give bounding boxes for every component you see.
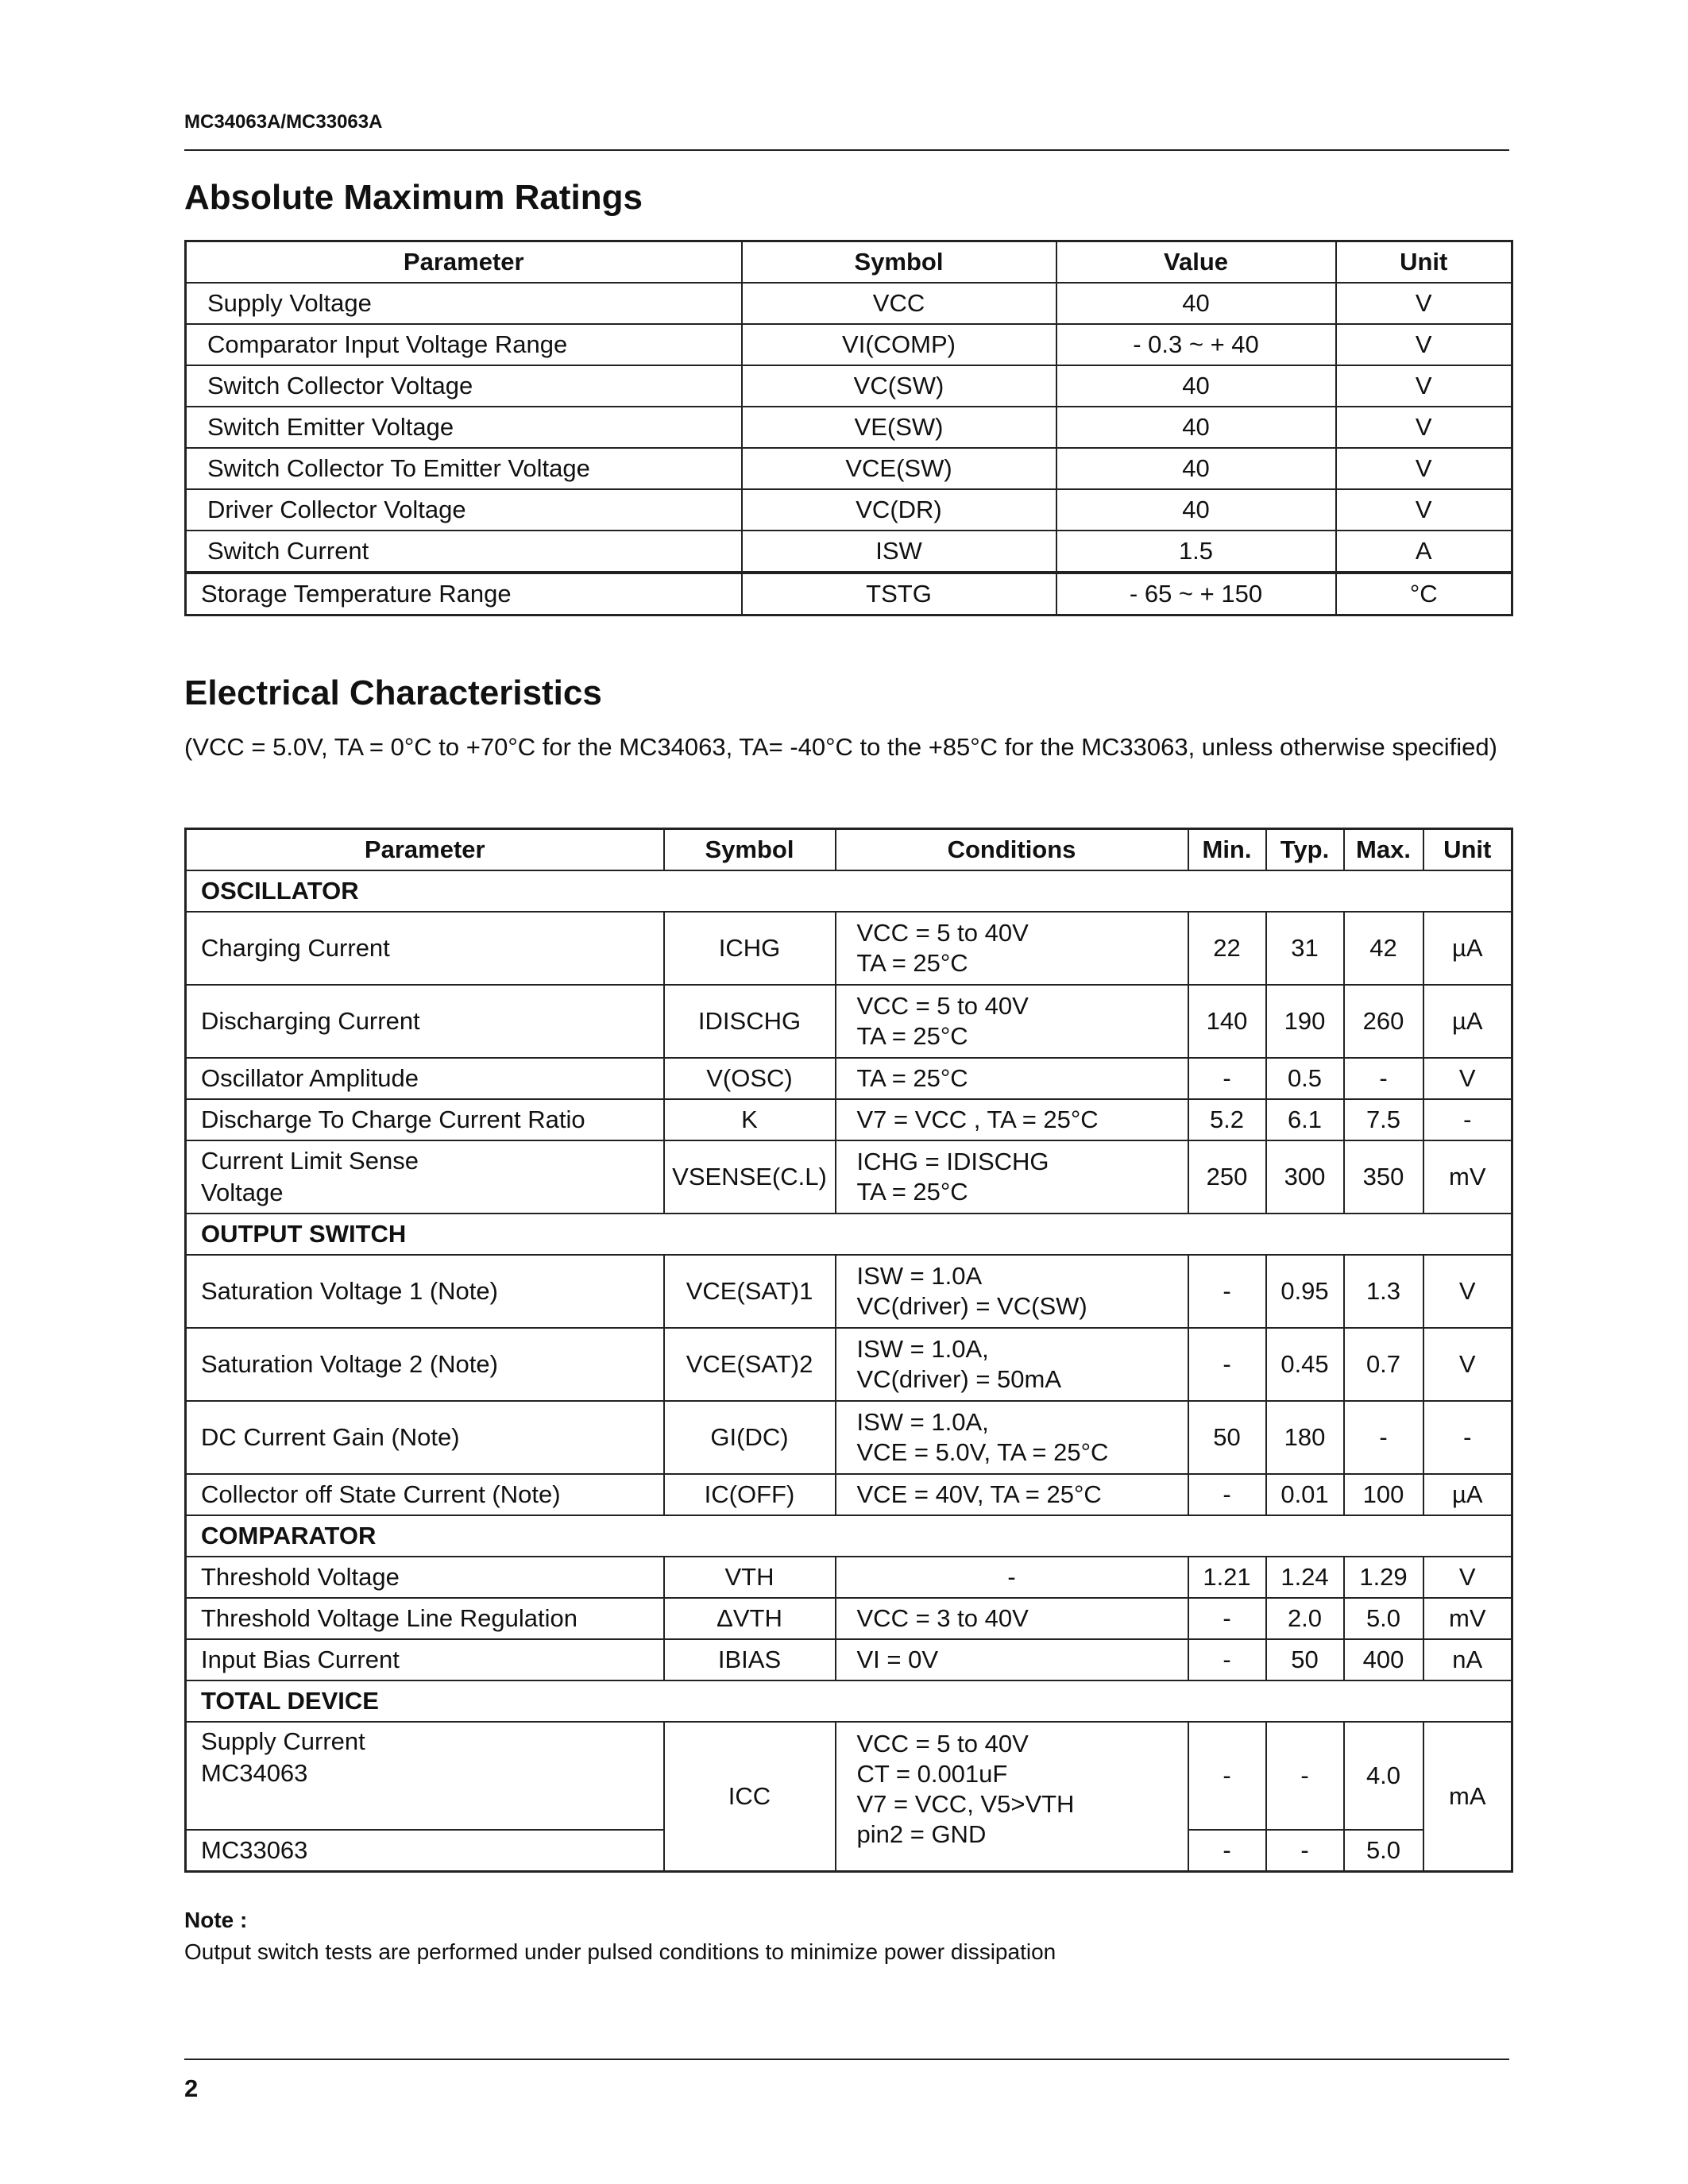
ec-condition-line: VC(driver) = VC(SW) bbox=[856, 1292, 1087, 1320]
ec-conditions: TA = 25°C bbox=[836, 1058, 1188, 1099]
amr-parameter: Storage Temperature Range bbox=[186, 573, 742, 615]
amr-symbol: VI(COMP) bbox=[742, 324, 1056, 365]
amr-unit: V bbox=[1336, 448, 1512, 489]
ec-col-header: Parameter bbox=[186, 829, 664, 871]
table-row bbox=[186, 1099, 1512, 1140]
ec-col-header: Symbol bbox=[664, 829, 836, 871]
ec-condition-line: ISW = 1.0A, bbox=[856, 1408, 989, 1436]
ec-min: - bbox=[1188, 1255, 1266, 1328]
ec-parameter: Oscillator Amplitude bbox=[186, 1058, 664, 1099]
amr-col-header: Value bbox=[1056, 241, 1336, 284]
amr-unit: V bbox=[1336, 365, 1512, 407]
ec-typ: 300 bbox=[1266, 1140, 1344, 1214]
table-row bbox=[186, 407, 1512, 448]
ec-max: 400 bbox=[1344, 1639, 1423, 1680]
table-row bbox=[186, 324, 1512, 365]
ec-symbol: VCE(SAT)1 bbox=[664, 1255, 836, 1328]
table-row bbox=[186, 1058, 1512, 1099]
ec-conditions bbox=[836, 1140, 1188, 1214]
amr-col-header: Parameter bbox=[186, 241, 742, 284]
ec-condition-line: VCC = 5 to 40V bbox=[856, 992, 1029, 1020]
ec-condition-line: TA = 25°C bbox=[856, 1022, 968, 1050]
ec-condition-line: ISW = 1.0A bbox=[856, 1262, 983, 1290]
ec-max: 1.29 bbox=[1344, 1557, 1423, 1598]
ec-min: 50 bbox=[1188, 1401, 1266, 1474]
ec-typ: 1.24 bbox=[1266, 1557, 1344, 1598]
amr-value: 40 bbox=[1056, 365, 1336, 407]
ec-conditions bbox=[836, 912, 1188, 985]
ec-max: 7.5 bbox=[1344, 1099, 1423, 1140]
ec-col-header: Conditions bbox=[836, 829, 1188, 871]
amr-symbol: ISW bbox=[742, 531, 1056, 573]
ec-condition-line: VCE = 5.0V, TA = 25°C bbox=[856, 1438, 1109, 1466]
ec-typ: 190 bbox=[1266, 985, 1344, 1058]
amr-unit: V bbox=[1336, 489, 1512, 531]
ec-min: - bbox=[1188, 1328, 1266, 1401]
ec-unit: mV bbox=[1423, 1140, 1512, 1214]
amr-value: 40 bbox=[1056, 489, 1336, 531]
ec-parameter-line: Current Limit Sense bbox=[201, 1147, 419, 1175]
amr-unit: V bbox=[1336, 283, 1512, 324]
ec-typ: 31 bbox=[1266, 912, 1344, 985]
ec-unit: µA bbox=[1423, 985, 1512, 1058]
ec-symbol: K bbox=[664, 1099, 836, 1140]
ec-col-header: Typ. bbox=[1266, 829, 1344, 871]
amr-title: Absolute Maximum Ratings bbox=[184, 178, 643, 217]
ec-parameter-line: MC34063 bbox=[201, 1759, 308, 1787]
ec-symbol: ICC bbox=[664, 1722, 836, 1872]
ec-unit: mV bbox=[1423, 1598, 1512, 1639]
table-row bbox=[186, 531, 1512, 573]
ec-conditions bbox=[836, 1722, 1188, 1872]
ec-condition-line: ICHG = IDISCHG bbox=[856, 1148, 1049, 1175]
ec-min: 22 bbox=[1188, 912, 1266, 985]
amr-parameter: Supply Voltage bbox=[186, 283, 742, 324]
ec-conditions: - bbox=[836, 1557, 1188, 1598]
amr-symbol: VC(SW) bbox=[742, 365, 1056, 407]
amr-unit: V bbox=[1336, 407, 1512, 448]
amr-value: 40 bbox=[1056, 283, 1336, 324]
amr-unit: A bbox=[1336, 531, 1512, 573]
table-row bbox=[186, 1557, 1512, 1598]
amr-symbol: VE(SW) bbox=[742, 407, 1056, 448]
ec-typ: 2.0 bbox=[1266, 1598, 1344, 1639]
ec-max: - bbox=[1344, 1401, 1423, 1474]
table-row bbox=[186, 1722, 1512, 1830]
table-row bbox=[186, 1639, 1512, 1680]
ec-max: 4.0 bbox=[1344, 1722, 1423, 1830]
ec-condition-line: TA = 25°C bbox=[856, 1178, 968, 1206]
table-row bbox=[186, 365, 1512, 407]
ec-conditions bbox=[836, 1328, 1188, 1401]
footer-rule bbox=[184, 2059, 1509, 2060]
amr-symbol: TSTG bbox=[742, 573, 1056, 615]
ec-unit: V bbox=[1423, 1058, 1512, 1099]
ec-conditions: VI = 0V bbox=[836, 1639, 1188, 1680]
note-text: Output switch tests are performed under pulsed conditions to minimize power dissipation bbox=[184, 1939, 1056, 1964]
ec-min: 140 bbox=[1188, 985, 1266, 1058]
ec-typ: 180 bbox=[1266, 1401, 1344, 1474]
ec-min: 1.21 bbox=[1188, 1557, 1266, 1598]
ec-symbol: VSENSE(C.L) bbox=[664, 1140, 836, 1214]
ec-unit: mA bbox=[1423, 1722, 1512, 1872]
ec-typ: 50 bbox=[1266, 1639, 1344, 1680]
ec-header-row bbox=[186, 829, 1512, 871]
ec-min: - bbox=[1188, 1722, 1266, 1830]
ec-parameter: Saturation Voltage 2 (Note) bbox=[186, 1328, 664, 1401]
ec-unit: µA bbox=[1423, 912, 1512, 985]
ec-symbol: GI(DC) bbox=[664, 1401, 836, 1474]
amr-value: - 65 ~ + 150 bbox=[1056, 573, 1336, 615]
amr-symbol: VCE(SW) bbox=[742, 448, 1056, 489]
table-row bbox=[186, 448, 1512, 489]
ec-parameter-line: Supply Current bbox=[201, 1727, 365, 1755]
ec-unit: - bbox=[1423, 1099, 1512, 1140]
amr-parameter: Comparator Input Voltage Range bbox=[186, 324, 742, 365]
ec-min: - bbox=[1188, 1639, 1266, 1680]
amr-unit: °C bbox=[1336, 573, 1512, 615]
ec-condition-line: V7 = VCC, V5>VTH bbox=[856, 1790, 1075, 1818]
table-row bbox=[186, 985, 1512, 1058]
ec-condition-line: TA = 25°C bbox=[856, 949, 968, 977]
ec-parameter bbox=[186, 1722, 664, 1830]
ec-parameter: Threshold Voltage Line Regulation bbox=[186, 1598, 664, 1639]
ec-col-header: Unit bbox=[1423, 829, 1512, 871]
ec-max: 0.7 bbox=[1344, 1328, 1423, 1401]
ec-parameter: Charging Current bbox=[186, 912, 664, 985]
ec-max: 5.0 bbox=[1344, 1598, 1423, 1639]
ec-min: - bbox=[1188, 1830, 1266, 1872]
amr-value: 40 bbox=[1056, 407, 1336, 448]
ec-typ: 0.95 bbox=[1266, 1255, 1344, 1328]
section-row bbox=[186, 1515, 1512, 1557]
ec-condition-line: VCC = 5 to 40V bbox=[856, 919, 1029, 947]
ec-symbol: IDISCHG bbox=[664, 985, 836, 1058]
ec-conditions: V7 = VCC , TA = 25°C bbox=[836, 1099, 1188, 1140]
ec-max: 260 bbox=[1344, 985, 1423, 1058]
table-row bbox=[186, 573, 1512, 615]
ec-max: 5.0 bbox=[1344, 1830, 1423, 1872]
ec-typ: 0.5 bbox=[1266, 1058, 1344, 1099]
table-row bbox=[186, 283, 1512, 324]
header-rule bbox=[184, 149, 1509, 151]
ec-max: 42 bbox=[1344, 912, 1423, 985]
section-row bbox=[186, 1680, 1512, 1722]
ec-symbol: VCE(SAT)2 bbox=[664, 1328, 836, 1401]
table-row bbox=[186, 1255, 1512, 1328]
ec-unit: µA bbox=[1423, 1474, 1512, 1515]
table-row bbox=[186, 489, 1512, 531]
ec-symbol: ICHG bbox=[664, 912, 836, 985]
table-row bbox=[186, 1401, 1512, 1474]
amr-header-row bbox=[186, 241, 1512, 284]
ec-col-header: Max. bbox=[1344, 829, 1423, 871]
note-title: Note : bbox=[184, 1908, 248, 1932]
ec-title: Electrical Characteristics bbox=[184, 673, 602, 712]
ec-typ: 0.01 bbox=[1266, 1474, 1344, 1515]
table-row bbox=[186, 912, 1512, 985]
amr-value: 40 bbox=[1056, 448, 1336, 489]
ec-parameter: Input Bias Current bbox=[186, 1639, 664, 1680]
ec-max: 1.3 bbox=[1344, 1255, 1423, 1328]
ec-parameter: MC33063 bbox=[186, 1830, 664, 1872]
amr-unit: V bbox=[1336, 324, 1512, 365]
amr-symbol: VCC bbox=[742, 283, 1056, 324]
ec-typ: - bbox=[1266, 1722, 1344, 1830]
ec-typ: 0.45 bbox=[1266, 1328, 1344, 1401]
ec-condition-line: pin2 = GND bbox=[856, 1820, 987, 1848]
ec-parameter bbox=[186, 1140, 664, 1214]
ec-min: - bbox=[1188, 1474, 1266, 1515]
table-row bbox=[186, 1474, 1512, 1515]
table-row bbox=[186, 1140, 1512, 1214]
ec-symbol: IBIAS bbox=[664, 1639, 836, 1680]
ec-max: - bbox=[1344, 1058, 1423, 1099]
amr-parameter: Driver Collector Voltage bbox=[186, 489, 742, 531]
ec-min: 250 bbox=[1188, 1140, 1266, 1214]
amr-symbol: VC(DR) bbox=[742, 489, 1056, 531]
section-output-switch: OUTPUT SWITCH bbox=[186, 1214, 1512, 1255]
ec-conditions-text: (VCC = 5.0V, TA = 0°C to +70°C for the MC34063, TA= -40°C to the +85°C for the MC33063, unless otherwise specified) bbox=[184, 733, 1497, 761]
ec-unit: V bbox=[1423, 1328, 1512, 1401]
amr-parameter: Switch Collector Voltage bbox=[186, 365, 742, 407]
table-row bbox=[186, 1328, 1512, 1401]
ec-symbol: ΔVTH bbox=[664, 1598, 836, 1639]
amr-parameter: Switch Collector To Emitter Voltage bbox=[186, 448, 742, 489]
ec-condition-line: VCC = 5 to 40V bbox=[856, 1730, 1029, 1758]
ec-min: - bbox=[1188, 1598, 1266, 1639]
ec-condition-line: ISW = 1.0A, bbox=[856, 1335, 989, 1363]
ec-unit: V bbox=[1423, 1255, 1512, 1328]
ec-parameter: Discharging Current bbox=[186, 985, 664, 1058]
ec-typ: 6.1 bbox=[1266, 1099, 1344, 1140]
amr-table bbox=[184, 240, 1513, 616]
amr-col-header: Symbol bbox=[742, 241, 1056, 284]
ec-unit: nA bbox=[1423, 1639, 1512, 1680]
ec-conditions: VCE = 40V, TA = 25°C bbox=[836, 1474, 1188, 1515]
ec-max: 100 bbox=[1344, 1474, 1423, 1515]
ec-condition-line: CT = 0.001uF bbox=[856, 1760, 1008, 1788]
header-doc-title: MC34063A/MC33063A bbox=[184, 111, 383, 133]
ec-min: - bbox=[1188, 1058, 1266, 1099]
section-row bbox=[186, 870, 1512, 912]
ec-unit: V bbox=[1423, 1557, 1512, 1598]
ec-parameter: Discharge To Charge Current Ratio bbox=[186, 1099, 664, 1140]
amr-value: 1.5 bbox=[1056, 531, 1336, 573]
ec-symbol: IC(OFF) bbox=[664, 1474, 836, 1515]
ec-condition-line: VC(driver) = 50mA bbox=[856, 1365, 1062, 1393]
ec-parameter: Threshold Voltage bbox=[186, 1557, 664, 1598]
section-row bbox=[186, 1214, 1512, 1255]
amr-col-header: Unit bbox=[1336, 241, 1512, 284]
ec-parameter: DC Current Gain (Note) bbox=[186, 1401, 664, 1474]
amr-parameter: Switch Emitter Voltage bbox=[186, 407, 742, 448]
ec-typ: - bbox=[1266, 1830, 1344, 1872]
ec-conditions bbox=[836, 985, 1188, 1058]
ec-parameter-line: Voltage bbox=[201, 1179, 284, 1206]
section-comparator: COMPARATOR bbox=[186, 1515, 1512, 1557]
ec-symbol: VTH bbox=[664, 1557, 836, 1598]
ec-parameter: Collector off State Current (Note) bbox=[186, 1474, 664, 1515]
ec-max: 350 bbox=[1344, 1140, 1423, 1214]
section-total-device: TOTAL DEVICE bbox=[186, 1680, 1512, 1722]
section-oscillator: OSCILLATOR bbox=[186, 870, 1512, 912]
ec-unit: - bbox=[1423, 1401, 1512, 1474]
ec-col-header: Min. bbox=[1188, 829, 1266, 871]
ec-parameter: Saturation Voltage 1 (Note) bbox=[186, 1255, 664, 1328]
table-row bbox=[186, 1598, 1512, 1639]
ec-min: 5.2 bbox=[1188, 1099, 1266, 1140]
page-number: 2 bbox=[184, 2074, 199, 2102]
amr-value: - 0.3 ~ + 40 bbox=[1056, 324, 1336, 365]
ec-table bbox=[184, 828, 1513, 1873]
amr-parameter: Switch Current bbox=[186, 531, 742, 573]
ec-symbol: V(OSC) bbox=[664, 1058, 836, 1099]
ec-conditions bbox=[836, 1255, 1188, 1328]
ec-conditions: VCC = 3 to 40V bbox=[836, 1598, 1188, 1639]
ec-conditions bbox=[836, 1401, 1188, 1474]
